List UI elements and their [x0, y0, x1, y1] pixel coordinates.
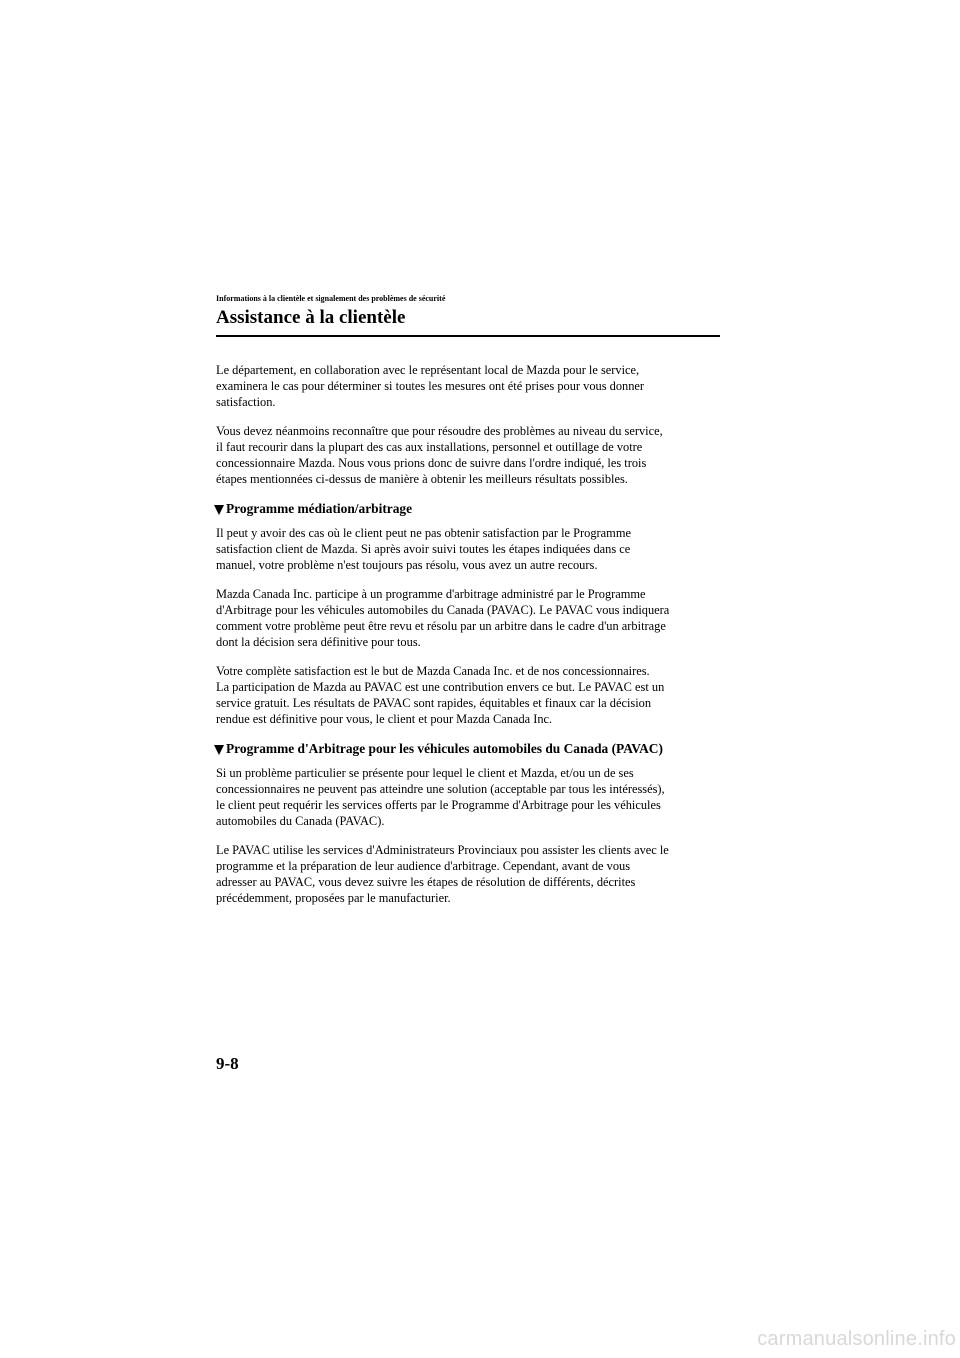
paragraph-provincial-administrators: Le PAVAC utilise les services d'Administrateurs Provinciaux pou assister les clients avec le programme et la préparation de leur audience d'arbitrage. Cependant, avant de vous adresser au PAVAC, vous devez suivre les étapes de résolution de différents, décrites précédemment, proposées par le manufacturier. [216, 843, 669, 905]
paragraph-dealer-steps: Vous devez néanmoins reconnaître que pour résoudre des problèmes au niveau du service, il faut recourir dans la plupart des cas aux installations, personnel et outillage de votre concessionnaire Mazda. Nous vous prions donc de suivre dans l'ordre indiqué, les trois étapes mentionnées ci-dessus de manière à obtenir les meilleurs résultats possibles. [216, 424, 663, 486]
heading-mediation-arbitration-text: Programme médiation/arbitrage [226, 501, 413, 516]
triangle-down-icon [214, 745, 224, 755]
heading-mediation-arbitration [214, 500, 720, 518]
triangle-down-icon [214, 505, 224, 515]
section-label: Informations à la clientèle et signalement des problèmes de sécurité [216, 294, 446, 303]
page-header [216, 294, 720, 337]
paragraph-pavac-participation: Mazda Canada Inc. participe à un programme d'arbitrage administré par le Programme d'Arbitrage pour les véhicules automobiles du Canada (PAVAC). Le PAVAC vous indiquera comment votre problème peut être revu et résolu par un arbitre dans le cadre d'un arbitrage dont la décision sera définitive pour tous. [216, 587, 670, 649]
page-number: 9-8 [216, 1054, 239, 1073]
heading-pavac [214, 740, 720, 758]
watermark: carmanualsonline.info [757, 1328, 956, 1350]
page-title: Assistance à la clientèle [216, 307, 406, 328]
heading-pavac-text: Programme d'Arbitrage pour les véhicules automobiles du Canada (PAVAC) [226, 741, 663, 756]
paragraph-complete-satisfaction: Votre complète satisfaction est le but de Mazda Canada Inc. et de nos concessionnaires. La participation de Mazda au PAVAC est une contribution envers ce but. Le PAVAC est un service gratuit. Les résultats de PAVAC sont rapides, équitables et finaux car la décision rendue est définitive pour vous, le client et pour Mazda Canada Inc. [216, 664, 665, 726]
paragraph-department: Le département, en collaboration avec le représentant local de Mazda pour le service, examinera le cas pour déterminer si toutes les mesures ont été prises pour vous donner satisfaction. [216, 363, 645, 409]
page-content [216, 362, 720, 919]
paragraph-particular-problem: Si un problème particulier se présente pour lequel le client et Mazda, et/ou un de ses concessionnaires ne peuvent pas atteindre une solution (acceptable par tous les intéressés), le client peut requérir les services offerts par le Programme d'Arbitrage pour les véhicules automobiles du Canada (PAVAC). [216, 766, 665, 828]
title-divider [216, 335, 720, 337]
paragraph-no-satisfaction: Il peut y avoir des cas où le client peut ne pas obtenir satisfaction par le Programme satisfaction client de Mazda. Si après avoir suivi toutes les étapes indiquées dans ce manuel, votre problème n'est toujours pas résolu, vous avez un autre recours. [216, 526, 631, 572]
